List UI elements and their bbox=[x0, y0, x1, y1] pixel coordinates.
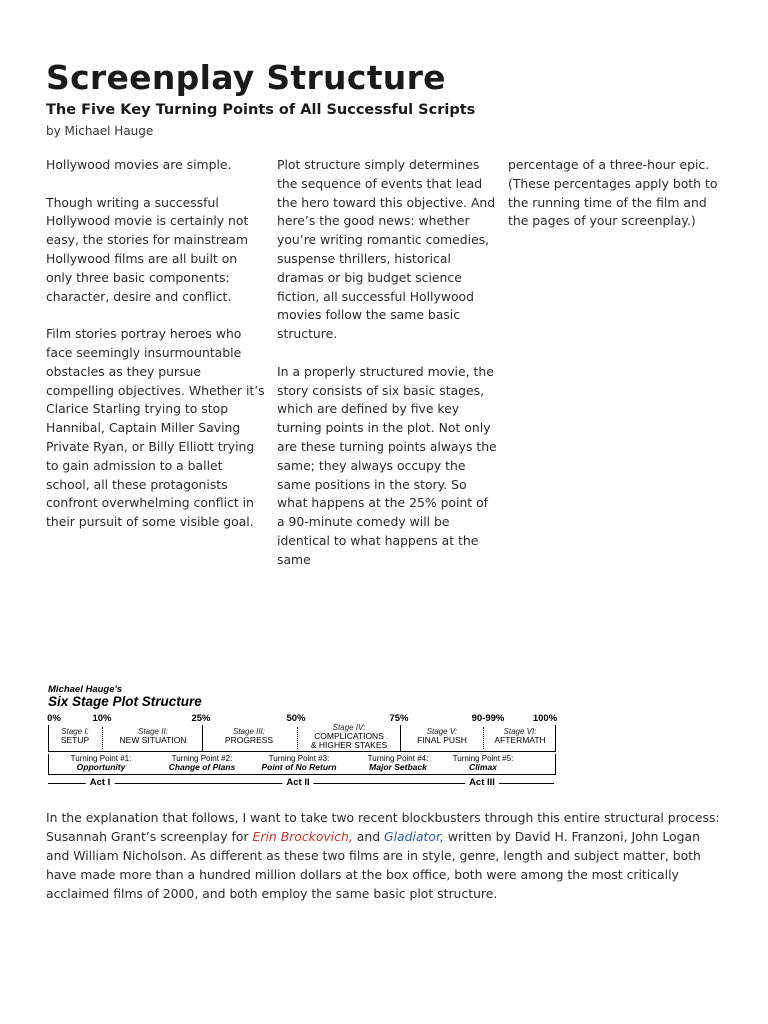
turning-point-name: Change of Plans bbox=[168, 762, 236, 772]
stages-row bbox=[48, 725, 556, 752]
stage-divider bbox=[102, 727, 103, 749]
turning-point-name: Major Setback bbox=[369, 762, 427, 772]
stage-divider bbox=[483, 727, 484, 749]
paragraph: Film stories portray heroes who face seemingly insurmountable obstacles as they pursue compelling objectives. Whether it’s Clarice Starling trying to stop Hannibal, Captain Miller Saving Private Ryan, or Billy Elliott trying to gain admission to a ballet school, all these protagonists confront overwhelming conflict in their pursuit of some visible goal. bbox=[46, 326, 265, 530]
paragraph: Though writing a successful Hollywood movie is certainly not easy, the stories for mainstream Hollywood films are all built on only three basic components: character, desire and conflict. bbox=[46, 194, 249, 304]
percent-label: 0% bbox=[47, 713, 61, 724]
column-2 bbox=[277, 156, 497, 588]
page-subtitle: The Five Key Turning Points of All Successful Scripts bbox=[46, 102, 476, 118]
closing-paragraph bbox=[46, 808, 726, 903]
turning-point-5 bbox=[453, 754, 514, 772]
diagram-author: Michael Hauge's bbox=[48, 684, 123, 695]
turning-point-name: Opportunity bbox=[76, 762, 126, 772]
stage-name: Stage IV: bbox=[332, 723, 366, 732]
stage-6 bbox=[485, 727, 555, 745]
percent-label: 25% bbox=[191, 713, 211, 724]
paragraph: Plot structure simply determines the sequence of events that lead the hero toward this objective. And here’s the good news: whether you’re writing romantic comedies, suspense thrillers, historical dramas or big budget science fiction, all successful Hollywood movies follow the same basic structure. bbox=[277, 157, 496, 342]
stage-divider bbox=[400, 725, 401, 751]
percent-label: 90-99% bbox=[471, 713, 505, 724]
percent-label: 50% bbox=[286, 713, 306, 724]
byline: by Michael Hauge bbox=[46, 124, 154, 138]
stage-desc: SETUP bbox=[60, 735, 90, 745]
act-label: Act III bbox=[465, 777, 499, 788]
stage-5 bbox=[402, 727, 482, 745]
turning-point-4 bbox=[368, 754, 429, 772]
acts-row bbox=[48, 778, 554, 790]
stage-divider bbox=[202, 725, 203, 751]
stage-2 bbox=[104, 727, 202, 745]
turning-point-label: Turning Point #4: bbox=[367, 754, 429, 763]
percent-label: 100% bbox=[532, 713, 558, 724]
turning-point-label: Turning Point #1: bbox=[70, 754, 132, 763]
stage-desc: COMPLICATIONS bbox=[314, 731, 384, 741]
act-label: Act II bbox=[282, 777, 313, 788]
percent-label: 75% bbox=[389, 713, 409, 724]
stage-desc: & HIGHER STAKES bbox=[310, 740, 388, 750]
stage-name: Stage II: bbox=[138, 727, 168, 736]
stage-desc: AFTERMATH bbox=[494, 735, 546, 745]
stage-name: Stage VI: bbox=[503, 727, 537, 736]
stage-3 bbox=[204, 727, 294, 745]
text-span: and bbox=[352, 829, 385, 844]
text-span: written by David H. Franzoni, John Logan and William Nicholson. As different as these two films are in style, genre, length and subject matter, both have made more than a hundred million dollars at the box office, both were among the most critically acclaimed films of 2000, and both employ the same basic plot structure. bbox=[46, 829, 701, 901]
turning-point-name: Point of No Return bbox=[261, 762, 337, 772]
turning-point-name: Climax bbox=[469, 762, 497, 772]
paragraph: Hollywood movies are simple. bbox=[46, 157, 232, 172]
stage-desc: PROGRESS bbox=[224, 735, 274, 745]
paragraph: In a properly structured movie, the story consists of six basic stages, which are defined by five key turning points in the plot. Not only are these turning points always the same; they always occupy the same positions in the story. So what happens at the 25% point of a 90-minute comedy will be identical to what happens at the same bbox=[277, 363, 497, 567]
text-span: In the explanation that follows, I want to take two recent blockbusters through this entire structural process: Susannah Grant’s screenplay for bbox=[46, 810, 720, 844]
stage-desc: FINAL PUSH bbox=[417, 735, 467, 745]
turning-point-2 bbox=[169, 754, 236, 772]
film-title-erin-brockovich[interactable]: Erin Brockovich, bbox=[252, 829, 353, 844]
film-title-gladiator[interactable]: Gladiator, bbox=[384, 829, 444, 844]
plot-structure-diagram bbox=[46, 684, 562, 794]
percent-label: 10% bbox=[92, 713, 112, 724]
stage-name: Stage I: bbox=[61, 727, 89, 736]
turning-point-label: Turning Point #2: bbox=[171, 754, 233, 763]
turning-point-label: Turning Point #5: bbox=[452, 754, 514, 763]
diagram-title: Six Stage Plot Structure bbox=[48, 694, 202, 709]
column-3 bbox=[508, 156, 728, 250]
turning-point-3 bbox=[261, 754, 336, 772]
stage-4 bbox=[299, 723, 399, 750]
turning-points-row bbox=[48, 754, 556, 775]
column-1 bbox=[46, 156, 266, 551]
stage-name: Stage III: bbox=[232, 727, 266, 736]
stage-desc: NEW SITUATION bbox=[119, 735, 187, 745]
page-title: Screenplay Structure bbox=[46, 58, 446, 97]
turning-point-label: Turning Point #3: bbox=[268, 754, 330, 763]
turning-point-1 bbox=[71, 754, 132, 772]
stage-name: Stage V: bbox=[426, 727, 458, 736]
act-label: Act I bbox=[86, 777, 115, 788]
stage-1 bbox=[49, 727, 101, 745]
stage-divider bbox=[297, 727, 298, 749]
paragraph: percentage of a three-hour epic. (These percentages apply both to the running time of the film and the pages of your screenplay.) bbox=[508, 157, 718, 229]
